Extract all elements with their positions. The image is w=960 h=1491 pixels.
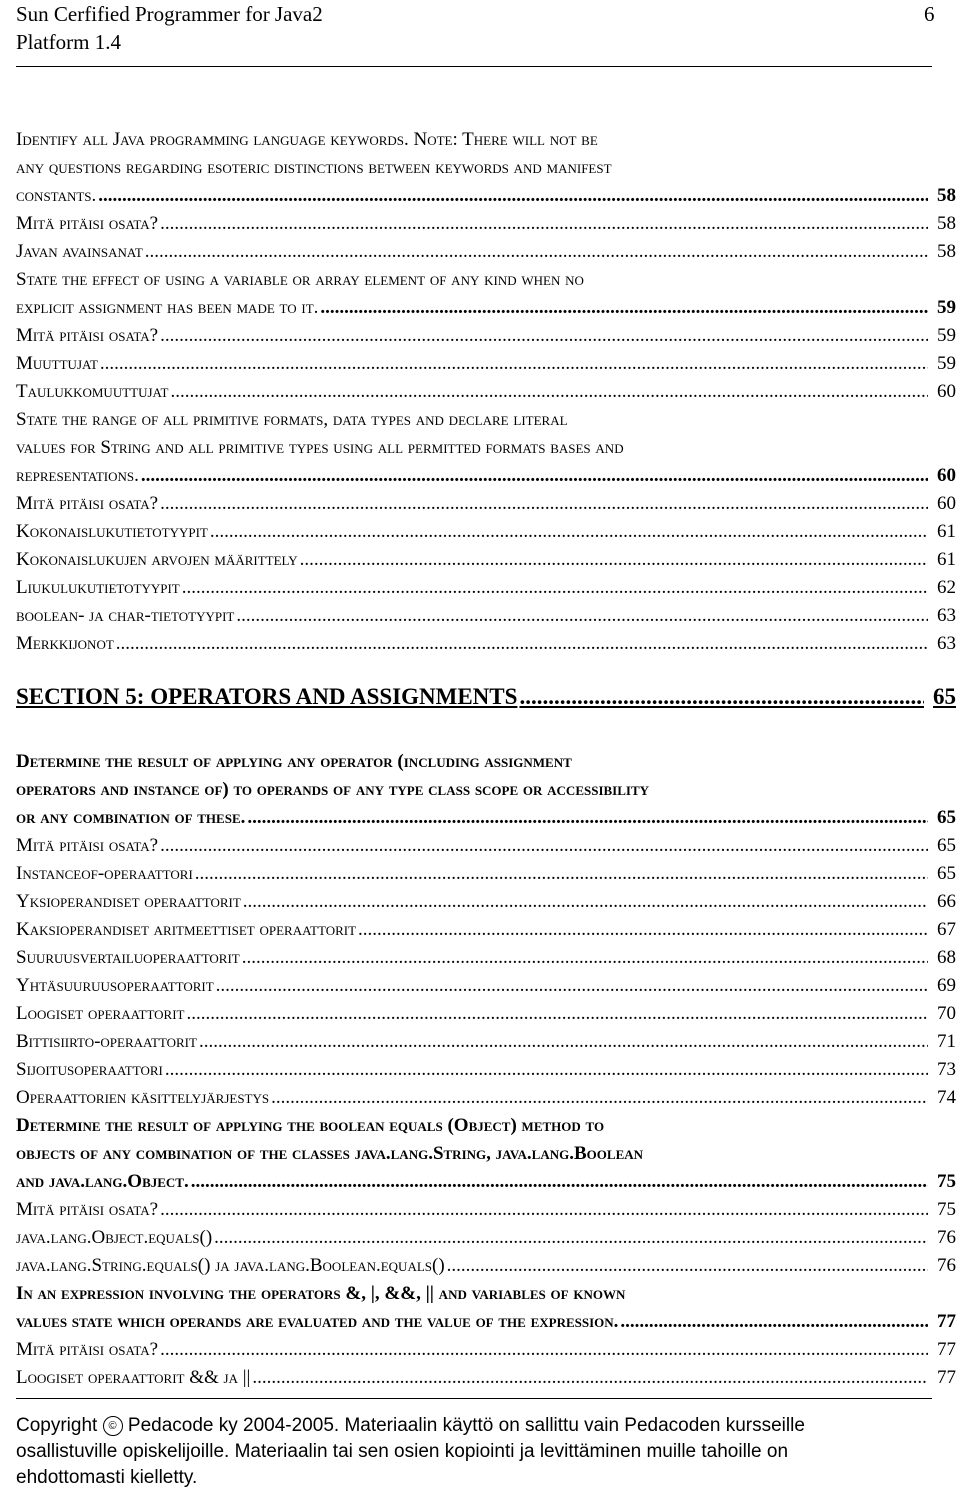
toc-entry-text: Muuttujat — [16, 353, 98, 374]
toc-section-text: SECTION 5: OPERATORS AND ASSIGNMENTS — [16, 684, 518, 709]
toc-entry[interactable] — [16, 888, 956, 916]
toc-section-heading[interactable] — [16, 680, 956, 714]
toc-page-number: 59 — [937, 325, 956, 346]
header-title — [16, 0, 944, 56]
toc-objective-entry[interactable] — [16, 1168, 956, 1196]
toc-entry[interactable] — [16, 210, 956, 238]
toc-page-number: 63 — [937, 605, 956, 626]
dot-leader — [141, 462, 928, 490]
toc-entry-text: Loogiset operaattorit && ja || — [16, 1367, 251, 1388]
toc-page-number: 75 — [937, 1199, 956, 1220]
toc-objective-entry[interactable] — [16, 182, 956, 210]
toc-entry-text: Javan avainsanat — [16, 241, 143, 262]
toc-entry[interactable] — [16, 630, 956, 658]
footer-text — [16, 1413, 946, 1491]
toc-objective-line: any questions regarding esoteric distinctions between keywords and manifest — [16, 157, 612, 178]
footer-copyright-label: Copyright — [16, 1415, 98, 1436]
toc-page-number: 76 — [937, 1227, 956, 1248]
toc-page-number: 60 — [937, 381, 956, 402]
toc-objective-line: Determine the result of applying any operator (including assignment — [16, 751, 572, 772]
toc-objective-line: Determine the result of applying the boolean equals (Object) method to — [16, 1115, 605, 1136]
toc-page-number: 60 — [937, 465, 956, 486]
dot-leader — [247, 804, 928, 832]
page-footer — [16, 1398, 946, 1491]
table-of-contents — [16, 126, 956, 1392]
page-header — [16, 0, 944, 56]
toc-page-number: 77 — [937, 1311, 956, 1332]
toc-entry-text: Kaksioperandiset aritmeettiset operaattorit — [16, 919, 357, 940]
dot-leader — [100, 350, 928, 378]
toc-entry-text: java.lang.String.equals() ja java.lang.Boolean.equals() — [16, 1255, 445, 1276]
header-title-line2: Platform 1.4 — [16, 30, 121, 54]
toc-page-number: 76 — [937, 1255, 956, 1276]
header-rule — [16, 66, 932, 67]
dot-leader — [447, 1252, 928, 1280]
toc-page-number: 77 — [937, 1339, 956, 1360]
dot-leader — [182, 574, 928, 602]
toc-entry-text: Taulukkomuuttujat — [16, 381, 169, 402]
toc-page-number: 71 — [937, 1031, 956, 1052]
toc-entry[interactable] — [16, 350, 956, 378]
toc-entry-text: Instanceof-operaattori — [16, 863, 193, 884]
toc-page-number: 77 — [937, 1367, 956, 1388]
toc-entry-text: Kokonaislukutietotyypit — [16, 521, 208, 542]
dot-leader — [210, 518, 928, 546]
spacer — [16, 714, 956, 748]
toc-entry-text: Mitä pitäisi osata? — [16, 835, 159, 856]
dot-leader — [519, 680, 924, 714]
toc-objective-entry[interactable] — [16, 294, 956, 322]
toc-entry-text: or any combination of these. — [16, 807, 246, 828]
toc-objective-entry[interactable] — [16, 462, 956, 490]
toc-entry-text: Bittisiirto-operaattorit — [16, 1031, 197, 1052]
toc-page-number: 59 — [937, 297, 956, 318]
dot-leader — [170, 378, 928, 406]
footer-line1-rest: Pedacode ky 2004-2005. Materiaalin käyttö on sallittu vain Pedacoden kursseille — [127, 1415, 805, 1436]
dot-leader — [199, 1028, 928, 1056]
dot-leader — [195, 860, 928, 888]
spacer — [16, 658, 956, 680]
toc-entry-text: java.lang.Object.equals() — [16, 1227, 213, 1248]
toc-entry-text: Mitä pitäisi osata? — [16, 493, 159, 514]
toc-entry[interactable] — [16, 944, 956, 972]
toc-entry[interactable] — [16, 1056, 956, 1084]
header-title-line1: Sun Cerfified Programmer for Java2 — [16, 2, 323, 26]
dot-leader — [145, 238, 928, 266]
toc-entry[interactable] — [16, 1028, 956, 1056]
toc-entry-text: Liukulukutietotyypit — [16, 577, 180, 598]
footer-line3: ehdottomasti kielletty. — [16, 1467, 198, 1488]
dot-leader — [300, 546, 928, 574]
toc-page-number: 62 — [937, 577, 956, 598]
dot-leader — [187, 1000, 928, 1028]
toc-entry-text: Mitä pitäisi osata? — [16, 213, 159, 234]
toc-entry[interactable] — [16, 1084, 956, 1112]
toc-entry-text: Sijoitusoperaattori — [16, 1059, 163, 1080]
toc-entry-text: Yksioperandiset operaattorit — [16, 891, 241, 912]
dot-leader — [165, 1056, 928, 1084]
toc-page-number: 69 — [937, 975, 956, 996]
toc-entry-text: Mitä pitäisi osata? — [16, 1339, 159, 1360]
toc-entry-text: explicit assignment has been made to it. — [16, 297, 319, 318]
toc-page-number: 68 — [937, 947, 956, 968]
footer-line1 — [16, 1413, 946, 1439]
toc-entry[interactable] — [16, 1336, 956, 1364]
toc-entry[interactable] — [16, 322, 956, 350]
toc-entry[interactable] — [16, 238, 956, 266]
toc-entry-text: values state which operands are evaluated and the value of the expression. — [16, 1311, 619, 1332]
toc-entry-text: Operaattorien käsittelyjärjestys — [16, 1087, 270, 1108]
toc-entry[interactable] — [16, 1252, 956, 1280]
toc-objective-line: operators and instance of) to operands of any type class scope or accessibility — [16, 779, 650, 800]
toc-entry[interactable] — [16, 972, 956, 1000]
toc-page-number: 74 — [937, 1087, 956, 1108]
toc-entry[interactable] — [16, 832, 956, 860]
dot-leader — [243, 888, 928, 916]
toc-page-number: 67 — [937, 919, 956, 940]
toc-entry[interactable] — [16, 490, 956, 518]
toc-entry[interactable] — [16, 574, 956, 602]
toc-page-number: 65 — [937, 863, 956, 884]
toc-objective-entry[interactable] — [16, 1308, 956, 1336]
toc-entry-text: Yhtäsuuruusoperaattorit — [16, 975, 214, 996]
toc-entry-text: Mitä pitäisi osata? — [16, 1199, 159, 1220]
dot-leader — [160, 1196, 928, 1224]
dot-leader — [160, 322, 928, 350]
toc-page-number: 60 — [937, 493, 956, 514]
toc-page-number: 65 — [937, 807, 956, 828]
toc-entry[interactable] — [16, 378, 956, 406]
toc-objective-line: Identify all Java programming language keywords. Note: There will not be — [16, 129, 598, 150]
toc-objective-line: State the effect of using a variable or array element of any kind when no — [16, 269, 584, 290]
dot-leader — [620, 1308, 928, 1336]
dot-leader — [236, 602, 928, 630]
toc-entry-text: Kokonaislukujen arvojen määrittely — [16, 549, 298, 570]
toc-page-number: 66 — [937, 891, 956, 912]
toc-entry[interactable] — [16, 1224, 956, 1252]
toc-entry-text: Suuruusvertailuoperaattorit — [16, 947, 240, 968]
dot-leader — [271, 1084, 928, 1112]
toc-page-number: 61 — [937, 521, 956, 542]
dot-leader — [98, 182, 928, 210]
toc-entry[interactable] — [16, 1196, 956, 1224]
header-page-number: 6 — [924, 2, 935, 26]
toc-entry[interactable] — [16, 860, 956, 888]
copyright-icon: © — [103, 1416, 123, 1436]
toc-page-number: 73 — [937, 1059, 956, 1080]
toc-objective-line: In an expression involving the operators &, |, &&, || and variables of known — [16, 1283, 626, 1304]
toc-entry-text: Loogiset operaattorit — [16, 1003, 185, 1024]
dot-leader — [358, 916, 928, 944]
toc-entry-text: Merkkijonot — [16, 633, 114, 654]
toc-entry[interactable] — [16, 518, 956, 546]
toc-entry-text: representations. — [16, 465, 139, 486]
dot-leader — [116, 630, 928, 658]
toc-page-number: 58 — [937, 213, 956, 234]
dot-leader — [214, 1224, 928, 1252]
dot-leader — [160, 490, 928, 518]
footer-line2: osallistuville opiskelijoille. Materiaalin tai sen osien kopiointi ja levittäminen muille tahoille on — [16, 1441, 789, 1462]
dot-leader — [320, 294, 928, 322]
dot-leader — [160, 210, 928, 238]
toc-entry[interactable] — [16, 602, 956, 630]
dot-leader — [242, 944, 928, 972]
toc-page-number: 58 — [937, 241, 956, 262]
toc-objective-line: objects of any combination of the classes java.lang.String, java.lang.Boolean — [16, 1143, 644, 1164]
dot-leader — [160, 1336, 928, 1364]
dot-leader — [252, 1364, 928, 1392]
toc-page-number: 65 — [933, 684, 956, 709]
toc-page-number: 59 — [937, 353, 956, 374]
toc-page-number: 70 — [937, 1003, 956, 1024]
toc-entry-text: boolean- ja char-tietotyypit — [16, 605, 235, 626]
toc-entry[interactable] — [16, 1364, 956, 1392]
toc-page-number: 75 — [937, 1171, 956, 1192]
toc-entry[interactable] — [16, 546, 956, 574]
dot-leader — [191, 1168, 928, 1196]
toc-entry[interactable] — [16, 916, 956, 944]
toc-entry[interactable] — [16, 1000, 956, 1028]
dot-leader — [216, 972, 928, 1000]
toc-entry-text: Mitä pitäisi osata? — [16, 325, 159, 346]
toc-entry-text: constants. — [16, 185, 97, 206]
toc-objective-line: values for String and all primitive types using all permitted formats bases and — [16, 437, 624, 458]
toc-page-number: 63 — [937, 633, 956, 654]
toc-page-number: 58 — [937, 185, 956, 206]
toc-objective-line: State the range of all primitive formats, data types and declare literal — [16, 409, 568, 430]
dot-leader — [160, 832, 928, 860]
toc-objective-entry[interactable] — [16, 804, 956, 832]
toc-page-number: 61 — [937, 549, 956, 570]
toc-entry-text: and java.lang.Object. — [16, 1171, 189, 1192]
toc-page-number: 65 — [937, 835, 956, 856]
footer-rule — [16, 1398, 932, 1399]
